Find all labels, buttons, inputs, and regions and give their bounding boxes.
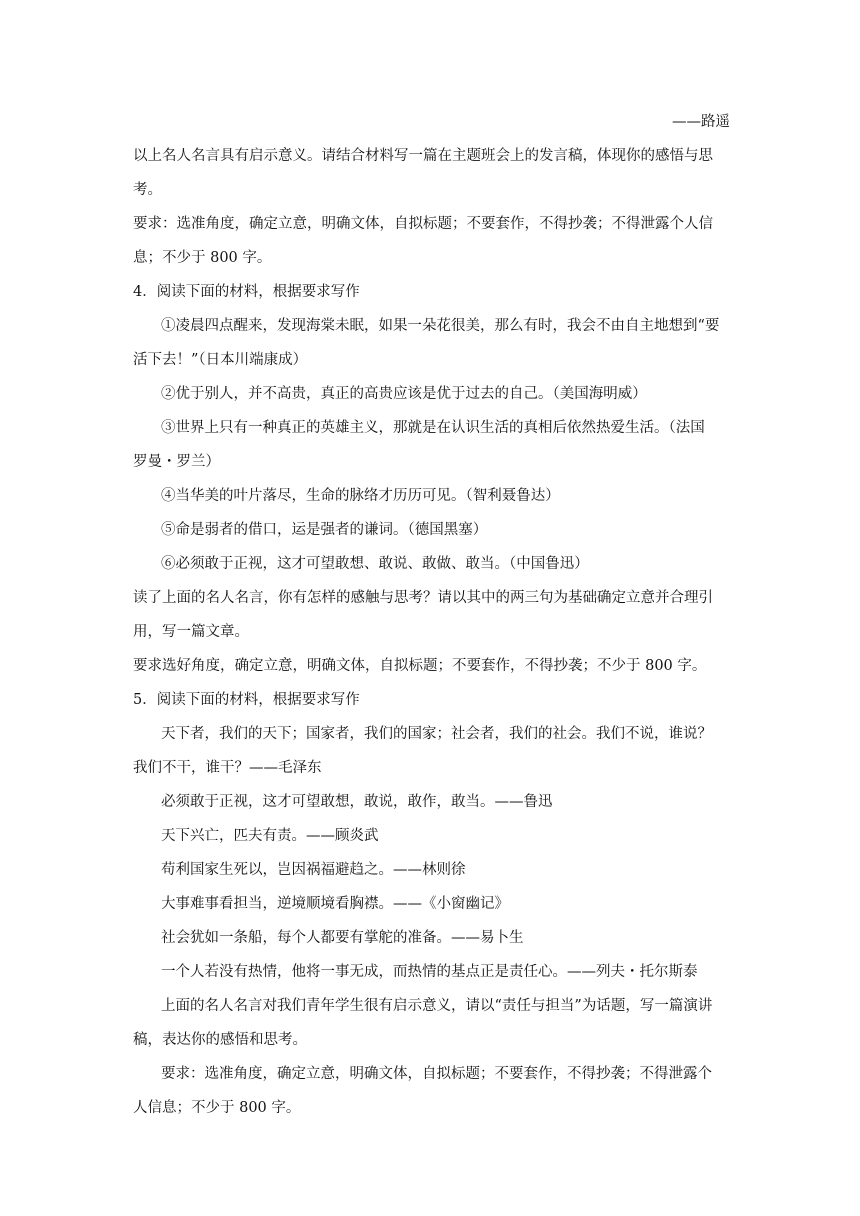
quote-line: ⑤命是弱者的借口，运是强者的谦词。（德国黑塞） [161, 522, 488, 538]
quote-line: ⑥必须敢于正视，这才可望敢想、敢说、敢做、敢当。（中国鲁迅） [161, 556, 589, 572]
requirements-line: 要求选好角度，确定立意，明确文体，自拟标题；不要套作，不得抄袭；不少于 800 字。 [133, 658, 707, 674]
question-heading-5: 5．阅读下面的材料，根据要求写作 [133, 692, 360, 708]
requirements-line: 要求：选准角度，确定立意，明确文体，自拟标题；不要套作，不得抄袭；不得泄露个人信 [133, 216, 713, 232]
requirements-line: 人信息；不少于 800 字。 [133, 1100, 301, 1116]
quote-line: 罗曼・罗兰） [133, 454, 220, 470]
quote-line: ④当华美的叶片落尽，生命的脉络才历历可见。（智利聂鲁达） [161, 488, 560, 504]
quote-line: ③世界上只有一种真正的英雄主义，那就是在认识生活的真相后依然热爱生活。（法国 [161, 420, 705, 436]
paragraph-line: 考。 [133, 182, 162, 198]
paragraph-line: 用，写一篇文章。 [133, 624, 249, 640]
paragraph-line: 以上名人名言具有启示意义。请结合材料写一篇在主题班会上的发言稿，体现你的感悟与思 [133, 148, 713, 164]
quote-line: 活下去！”（日本川端康成） [133, 352, 308, 368]
paragraph-line: 上面的名人名言对我们青年学生很有启示意义，请以“责任与担当”为话题，写一篇演讲 [161, 998, 713, 1014]
quote-line: 天下兴亡，匹夫有责。——顾炎武 [161, 828, 379, 844]
question-heading-4: 4．阅读下面的材料，根据要求写作 [133, 284, 360, 300]
attribution-luyao: ——路遥 [672, 114, 730, 130]
quote-line: 必须敢于正视，这才可望敢想，敢说，敢作，敢当。——鲁迅 [161, 794, 553, 810]
requirements-line: 息；不少于 800 字。 [133, 250, 272, 266]
quote-line: ②优于别人，并不高贵，真正的高贵应该是优于过去的自己。（美国海明威） [161, 386, 647, 402]
quote-line: 我们不干，谁干？——毛泽东 [133, 760, 322, 776]
quote-line: ①凌晨四点醒来，发现海棠未眠，如果一朵花很美，那么有时，我会不由自主地想到“要 [161, 318, 720, 334]
quote-line: 天下者，我们的天下；国家者，我们的国家；社会者，我们的社会。我们不说，谁说？ [161, 726, 712, 742]
quote-line: 苟利国家生死以，岂因祸福避趋之。——林则徐 [161, 862, 466, 878]
requirements-line: 要求：选准角度，确定立意，明确文体，自拟标题；不要套作，不得抄袭；不得泄露个 [161, 1066, 712, 1082]
quote-line: 大事难事看担当，逆境顺境看胸襟。——《小窗幽记》 [161, 896, 509, 912]
quote-line: 一个人若没有热情，他将一事无成，而热情的基点正是责任心。——列夫・托尔斯泰 [161, 964, 698, 980]
quote-line: 社会犹如一条船，每个人都要有掌舵的准备。——易卜生 [161, 930, 524, 946]
paragraph-line: 读了上面的名人名言，你有怎样的感触与思考？请以其中的两三句为基础确定立意并合理引 [133, 590, 713, 606]
paragraph-line: 稿，表达你的感悟和思考。 [133, 1032, 307, 1048]
